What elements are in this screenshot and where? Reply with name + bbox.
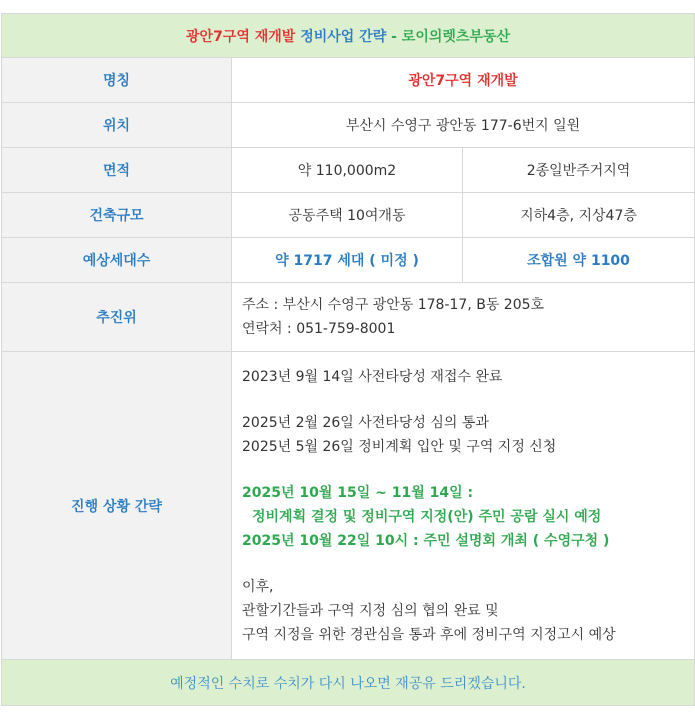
- header-title-part2: 정비사업 간략: [300, 28, 387, 45]
- progress-line-3: 2025년 5월 26일 정비계획 입안 및 구역 지정 신청: [242, 438, 557, 455]
- progress-line-2: 2025년 2월 26일 사전타당성 심의 통과: [242, 414, 489, 431]
- header-title-part1: 광안7구역 재개발: [186, 28, 296, 45]
- value-committee: [232, 283, 695, 352]
- value-zone: 2종일반주거지역: [463, 148, 695, 193]
- progress-green-3: 2025년 10월 22일 10시 : 주민 설명회 개최 ( 수영구청 ): [242, 532, 610, 549]
- value-floors: 지하4층, 지상47층: [463, 193, 695, 238]
- value-area: 약 110,000m2: [232, 148, 463, 193]
- header-row: [2, 14, 695, 58]
- committee-contact: 연락처 : 051-759-8001: [242, 321, 396, 337]
- row-name: [2, 58, 695, 103]
- label-name: 명칭: [2, 58, 232, 103]
- header-title-part3: - 로이의렛츠부동산: [391, 28, 510, 45]
- progress-line-4: 이후,: [242, 578, 274, 595]
- label-area: 면적: [2, 148, 232, 193]
- label-committee: 추진위: [2, 283, 232, 352]
- label-households: 예상세대수: [2, 238, 232, 283]
- value-location: 부산시 수영구 광안동 177-6번지 일원: [232, 103, 695, 148]
- label-progress: 진행 상황 간략: [2, 352, 232, 660]
- value-name: 광안7구역 재개발: [232, 58, 695, 103]
- progress-green-2: 정비계획 결정 및 정비구역 지정(안) 주민 공람 실시 예정: [252, 508, 602, 525]
- row-committee: [2, 283, 695, 352]
- progress-line-1: 2023년 9월 14일 사전타당성 재접수 완료: [242, 368, 503, 385]
- label-scale: 건축규모: [2, 193, 232, 238]
- row-location: [2, 103, 695, 148]
- footer-row: [2, 660, 695, 706]
- row-area: [2, 148, 695, 193]
- info-table: [1, 13, 695, 706]
- committee-address: 주소 : 부산시 수영구 광안동 178-17, B동 205호: [242, 297, 545, 313]
- row-households: [2, 238, 695, 283]
- info-table-container: [1, 13, 694, 706]
- header-banner: [2, 14, 695, 58]
- value-households: 약 1717 세대 ( 미정 ): [232, 238, 463, 283]
- value-progress: [232, 352, 695, 660]
- row-progress: [2, 352, 695, 660]
- footer-note: 예정적인 수치로 수치가 다시 나오면 재공유 드리겠습니다.: [2, 660, 695, 706]
- progress-line-6: 구역 지정을 위한 경관심을 통과 후에 정비구역 지정고시 예상: [242, 626, 616, 643]
- progress-green-1: 2025년 10월 15일 ~ 11월 14일 :: [242, 484, 474, 501]
- value-members: 조합원 약 1100: [463, 238, 695, 283]
- value-scale: 공동주택 10여개동: [232, 193, 463, 238]
- row-scale: [2, 193, 695, 238]
- progress-line-5: 관할기간들과 구역 지정 심의 협의 완료 및: [242, 602, 499, 619]
- label-location: 위치: [2, 103, 232, 148]
